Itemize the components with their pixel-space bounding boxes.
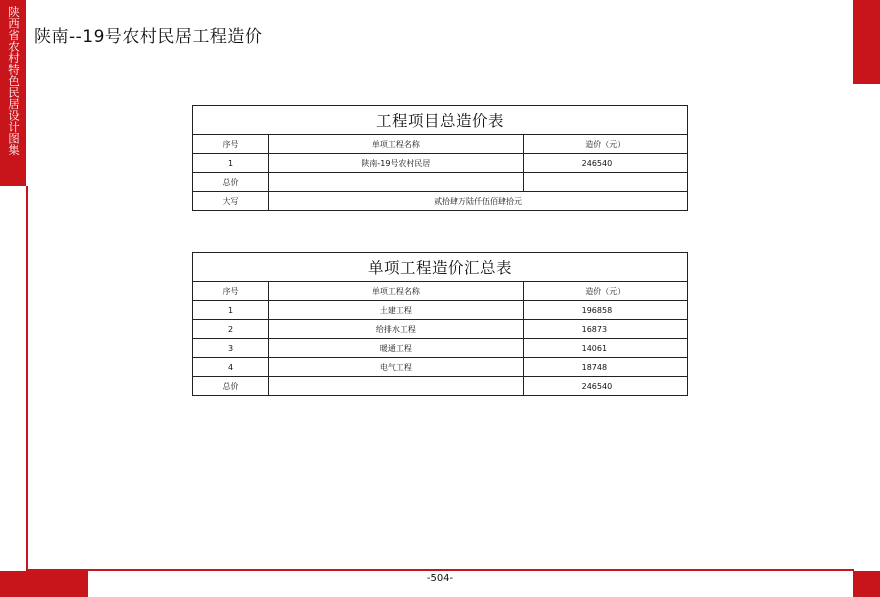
total-row — [193, 377, 688, 396]
corner-block-top-right — [853, 0, 880, 84]
header-index: 序号 — [193, 282, 269, 301]
words-row — [193, 192, 688, 211]
row-index: 1 — [193, 301, 269, 320]
row-cost: 18748 — [523, 358, 687, 377]
table-row — [193, 358, 688, 377]
total-label: 总价 — [193, 173, 269, 192]
page-number: -504- — [426, 573, 454, 584]
header-cost: 造价（元） — [523, 282, 687, 301]
words-value: 贰拾肆万陆仟伍佰肆拾元 — [269, 192, 688, 211]
row-index: 1 — [193, 154, 269, 173]
table-row — [193, 301, 688, 320]
frame-bottom-line — [26, 569, 854, 571]
table-header-row — [193, 282, 688, 301]
table-title: 工程项目总造价表 — [193, 106, 688, 135]
row-cost: 246540 — [523, 154, 687, 173]
total-cost-table — [192, 105, 688, 211]
header-name: 单项工程名称 — [269, 135, 524, 154]
table-row — [193, 339, 688, 358]
header-cost: 造价（元） — [523, 135, 687, 154]
row-index: 3 — [193, 339, 269, 358]
header-index: 序号 — [193, 135, 269, 154]
words-label: 大写 — [193, 192, 269, 211]
row-name: 暖通工程 — [269, 339, 523, 358]
total-label: 总价 — [193, 377, 269, 396]
row-name: 给排水工程 — [269, 320, 523, 339]
row-index: 2 — [193, 320, 269, 339]
frame-left-line — [26, 186, 28, 570]
total-name — [269, 173, 524, 192]
total-name — [269, 377, 523, 396]
table-header-row — [193, 135, 688, 154]
row-cost: 16873 — [523, 320, 687, 339]
table-row — [193, 154, 688, 173]
row-name: 电气工程 — [269, 358, 523, 377]
row-cost: 14061 — [523, 339, 687, 358]
header-name: 单项工程名称 — [269, 282, 523, 301]
item-cost-table — [192, 252, 688, 396]
row-name: 陕南-19号农村民居 — [269, 154, 524, 173]
table-title: 单项工程造价汇总表 — [193, 253, 688, 282]
total-cost: 246540 — [523, 377, 687, 396]
table-row — [193, 320, 688, 339]
total-row — [193, 173, 688, 192]
side-banner — [0, 0, 26, 186]
row-cost: 196858 — [523, 301, 687, 320]
row-name: 土建工程 — [269, 301, 523, 320]
page-title: 陕南--19号农村民居工程造价 — [34, 27, 263, 47]
series-title: 陕西省农村特色民居设计图集 — [7, 6, 21, 156]
row-index: 4 — [193, 358, 269, 377]
total-cost — [523, 173, 687, 192]
